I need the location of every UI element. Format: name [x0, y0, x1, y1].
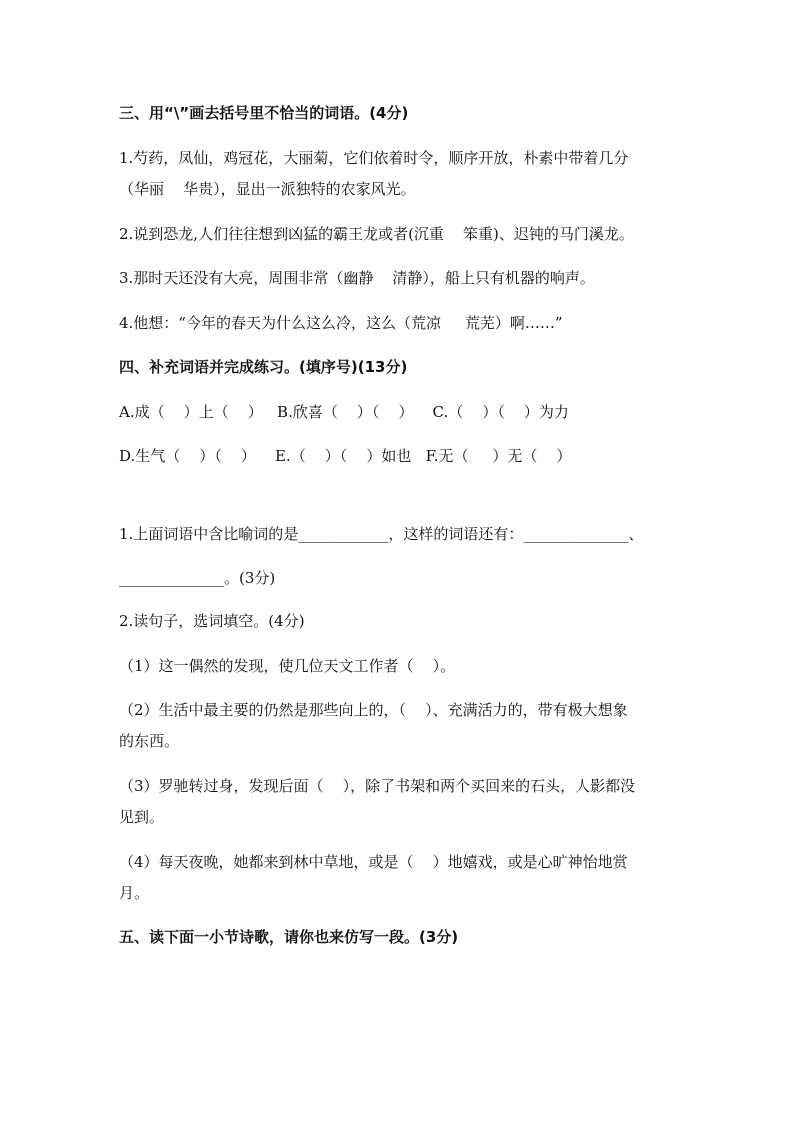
question-2-item-3-line2: 见到。 — [119, 808, 165, 826]
question-2-item-2-line2: 的东西。 — [119, 732, 180, 750]
section5-heading: 五、读下面一小节诗歌，请你也来仿写一段。(3分) — [119, 928, 459, 946]
section3-item-3: 3.那时天还没有大亮，周围非常（幽静 清静），船上只有机器的响声。 — [119, 269, 595, 287]
section3-heading: 三、用“\”画去括号里不恰当的词语。(4分) — [119, 104, 409, 122]
question-2-item-3-line1: （3）罗驰转过身，发现后面（ ），除了书架和两个买回来的石头，人影都没 — [119, 777, 636, 795]
question-1-line2: ______________。(3分) — [119, 569, 276, 587]
section3-item-1-line1: 1.芍药，凤仙，鸡冠花，大丽菊，它们依着时令，顺序开放，朴素中带着几分 — [119, 149, 629, 167]
section4-heading: 四、补充词语并完成练习。(填序号)(13分) — [119, 358, 408, 376]
section3-item-2: 2.说到恐龙,人们往往想到凶猛的霸王龙或者(沉重 笨重)、迟钝的马门溪龙。 — [119, 225, 634, 243]
section3-item-1-line2: （华丽 华贵），显出一派独特的农家风光。 — [119, 180, 416, 198]
words-row-2: D.生气（ ）（ ） E.（ ）（ ）如也 F.无（ ）无（ ） — [119, 447, 572, 465]
section3-item-4: 4.他想：“今年的春天为什么这么冷，这么（荒凉 荒芜）啊……” — [119, 314, 563, 332]
question-2-item-2-line1: （2）生活中最主要的仍然是那些向上的，（ ）、充满活力的，带有极大想象 — [119, 701, 628, 719]
question-2-item-4-line1: （4）每天夜晚，她都来到林中草地，或是（ ）地嬉戏，或是心旷神怡地赏 — [119, 853, 628, 871]
question-2-item-4-line2: 月。 — [119, 884, 150, 902]
question-2-title: 2.读句子，选词填空。(4分) — [119, 612, 305, 630]
question-2-item-1: （1）这一偶然的发现，使几位天文工作者（ ）。 — [119, 657, 456, 675]
question-1-line1: 1.上面词语中含比喻词的是____________，这样的词语还有：______________、 — [119, 525, 644, 543]
words-row-1: A.成（ ）上（ ） B.欣喜（ ）（ ） C.（ ）（ ）为力 — [119, 403, 569, 421]
